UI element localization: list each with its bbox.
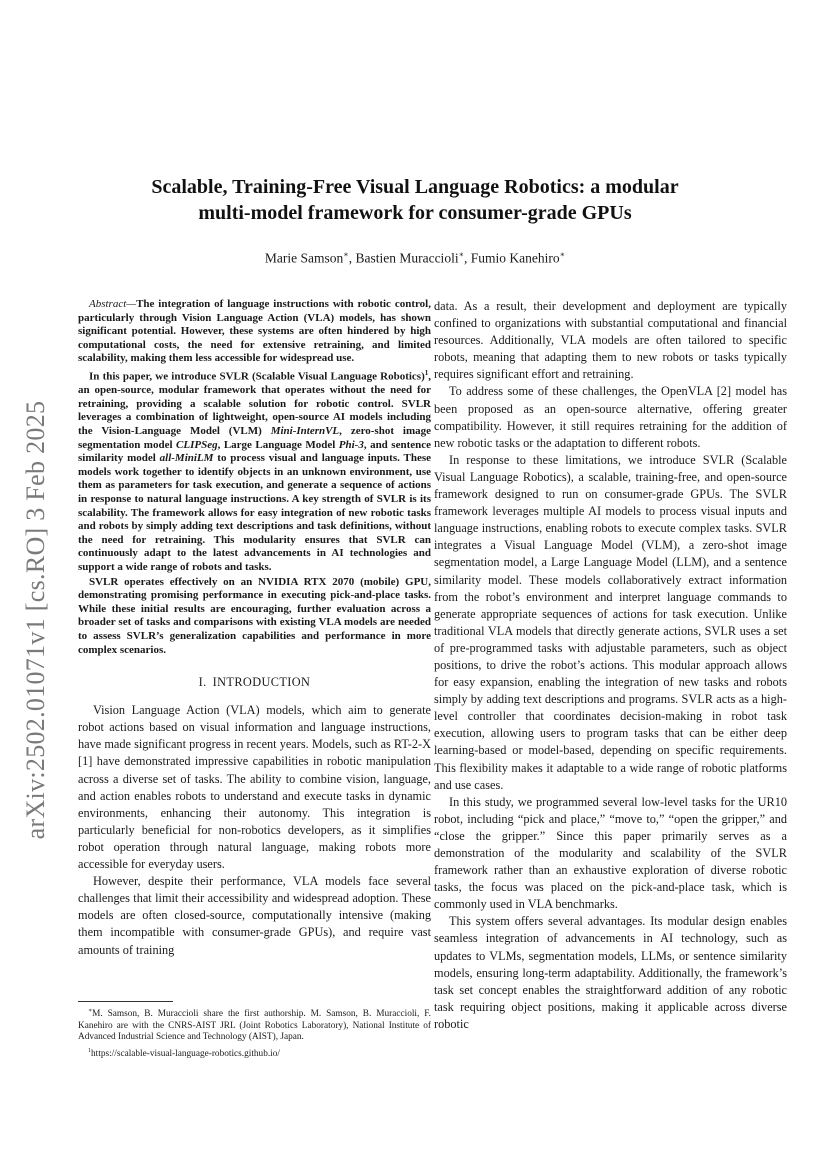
abstract-dash: — [126,298,137,310]
author-list [90,250,740,267]
left-column [78,298,431,959]
abstract [78,298,431,657]
author-mark: ∗ [343,250,349,259]
body-paragraph: To address some of these challenges, the OpenVLA [2] model has been proposed as an open-source alternative, offering greater compatibility. However, it still requires retraining for the addition of new robotic tasks or the adaptation to different robots. [434,384,787,450]
footnote-url [78,1046,431,1061]
arxiv-side-stamp [6,370,66,870]
model-name: CLIPSeg [176,438,218,451]
model-name: Phi-3 [338,438,364,451]
body-paragraph: This system offers several advantages. Its modular design enables seamless integration of advancements in AI technology, such as updates to VLMs, segmentation models, LLMs, or sentence similarity models, ensuring long-term adaptability. Additionally, the framework’s task set concept enables the straightforward addition of any robotic task requiring object positions, making it applicable across diverse robotic [434,914,787,1031]
author-separator: , [348,250,356,266]
abstract-paragraph-1 [78,298,431,366]
abstract-paragraph-2 [78,367,431,575]
author-name: Fumio Kanehiro [470,250,560,266]
author-mark: ∗ [559,250,566,259]
abstract-text: , Large Language Model [217,438,339,451]
abstract-text: to process visual and language inputs. These models work together to identify objects in an unknown environment, use them as parameters for task execution, and generate a sequence of actions in response to natural language instructions. A key strength of SVLR is its scalability. The framework allows for easy integration of new robotic tasks and robots by simply adding text descriptions and task definitions, without the need for retraining. This modularity ensures that SVLR can continuously adapt to the latest advancements in AI technologies and support a wide range of robots and tasks. [78,452,431,573]
abstract-text: In this paper, we introduce SVLR (Scalable Visual Language Robotics) [89,370,425,383]
footnotes [78,1006,431,1062]
abstract-label: Abstract [89,298,127,310]
arxiv-identifier: arXiv:2502.01071v1 [cs.RO] 3 Feb 2025 [21,400,50,840]
abstract-paragraph-3: SVLR operates effectively on an NVIDIA RTX 2070 (mobile) GPU, demonstrating promising performance in executing pick-and-place tasks. While these initial results are encouraging, further evaluation across a broader set of tasks and comparisons with existing VLA models are needed to assess SVLR’s generalization capabilities and performance in more complex scenarios. [78,575,431,656]
author-mark: ∗ [458,250,465,259]
body-paragraph: data. As a result, their development and deployment are typically confined to organizations with substantial computational and financial resources. Additionally, VLA models are often tailored to specific robots, meaning that adapting them to new robots or tasks typically requires significant effort and retraining. [434,299,787,382]
footnote-mark: 1 [88,1047,91,1054]
author-separator: , [464,250,471,266]
footnote-divider [78,1001,173,1002]
body-paragraph: In response to these limitations, we introduce SVLR (Scalable Visual Language Robotics), a scalable, training-free, and open-source framework designed to run on consumer-grade GPUs. The SVLR framework leverages multiple AI models to process visual inputs and language instructions, enabling robots to execute complex tasks. SVLR integrates a Visual Language Model (VLM), a zero-shot image segmentation model, a Large Language Model (LLM), and a sentence similarity model. These models collaboratively extract information from the robot’s environment and interpret language commands to generate appropriate sequences of actions for task execution. Unlike traditional VLA models that directly generate actions, SVLR uses a set of pre-programmed tasks with adjustable parameters, such as object positions, to drive the robot’s actions. This modular approach allows for easy expansion, enabling the integration of new tasks and robots simply by adding text descriptions and programs. SVLR acts as a high-level controller that coordinates decision-making in robot task execution, allowing users to program tasks that can be either deep learning-based or model-based, depending on specific requirements. This flexibility makes it adaptable to a wide range of robotic platforms and use cases. [434,452,787,792]
model-name: all-MiniLM [159,452,214,465]
title-line-2: multi-model framework for consumer-grade GPUs [198,202,632,224]
footnote-text: M. Samson, B. Muraccioli share the first authorship. M. Samson, B. Muraccioli, F. Kanehiro are with the CNRS-AIST JRL (Joint Robotics Laboratory), National Institute of Advanced Industrial Science and Technology (AIST), Japan. [78,1009,431,1043]
footnote-mark: ∗ [88,1008,93,1014]
section-heading-introduction [78,674,431,691]
title-line-1: Scalable, Training-Free Visual Language Robotics: a modular [151,176,679,198]
model-name: Mini-InternVL [270,425,340,437]
section-title: INTRODUCTION [212,675,311,690]
body-paragraph: Vision Language Action (VLA) models, which aim to generate robot actions based on visual information and language instructions, have made significant progress in recent years. Models, such as RT-2-X [1] have demonstrated impressive capabilities in robotic manipulation across a diverse set of tasks. The ability to combine vision, language, and action enables robots to understand and execute tasks in dynamic environments, enhancing their autonomy. This integration is particularly beneficial for non-robotics developers, as it simplifies robot operation through natural language, making robots more accessible for everyday users. [78,703,431,872]
right-column [434,298,787,1033]
body-paragraph: However, despite their performance, VLA models face several challenges that limit their accessibility and widespread adoption. These models are often closed-source, computationally intensive (making them incompatible with consumer-grade GPUs), and require vast amounts of training [78,874,431,957]
author-name: Bastien Muraccioli [355,250,459,266]
footnote-ref: 1 [424,368,429,377]
paper-title [90,174,740,226]
body-paragraph: In this study, we programmed several low-level tasks for the UR10 robot, including “pick and place,” “move to,” “open the gripper,” and “close the gripper.” Since this paper primarily serves as a demonstration of the modularity and scalability of the SVLR framework rather than an exhaustive exploration of diverse robotic tasks, the focus was placed on the pick-and-place task, which is commonly used in VLA benchmarks. [434,794,787,912]
section-number: I. [198,675,207,690]
abstract-text: , and sentence similarity model [78,438,431,465]
abstract-text: , an open-source, modular framework that operates without the need for retraining, providing a scalable solution for robotic control. SVLR leverages a combination of lightweight, open-source AI models including the Vision-Language Model (VLM) [78,370,431,437]
abstract-text: The integration of language instructions with robotic control, particularly through Vision Language Action (VLA) models, has shown significant potential. However, these systems are often hindered by high computational costs, the need for extensive retraining, and limited scalability, making them less accessible for widespread use. [78,298,431,365]
footnote-link[interactable]: https://scalable-visual-language-robotics.github.io/ [91,1048,280,1059]
footnote-affiliation [78,1006,431,1044]
abstract-text: , zero-shot image segmentation model [78,425,431,451]
author-name: Marie Samson [264,250,344,266]
